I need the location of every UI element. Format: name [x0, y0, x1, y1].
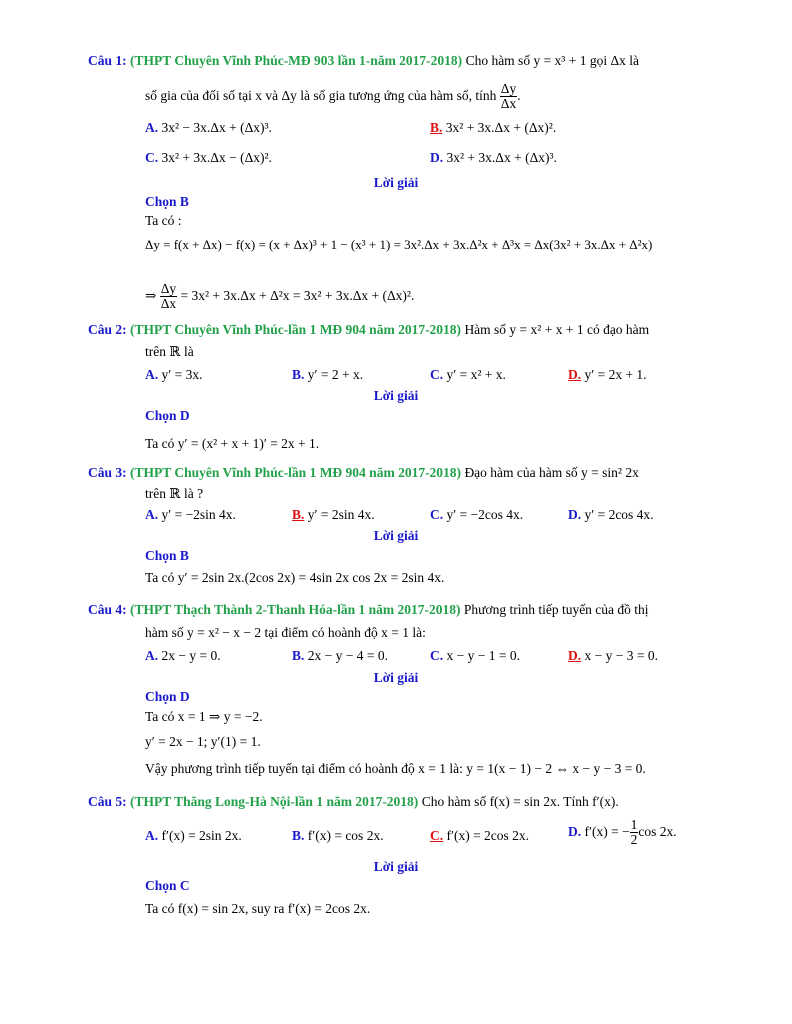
q3-option-d-label: D. [568, 507, 582, 522]
q1-frac-den: Δx [500, 96, 517, 112]
q5-option-d-prefix: f′(x) = − [584, 823, 630, 839]
q4-option-c[interactable] [430, 648, 520, 664]
q5-solution-heading: Lời giải [373, 859, 419, 874]
q4-stem-a: Phương trình tiếp tuyến của đồ thị [463, 602, 649, 617]
q3-work-line1: Ta có y′ = 2sin 2x.(2cos 2x) = 4sin 2x cos 2x = 2sin 4x. [145, 570, 445, 585]
q2-stem-a: Hàm số y = x² + x + 1 có đạo hàm [464, 322, 650, 337]
q5-work-line1: Ta có f(x) = sin 2x, suy ra f′(x) = 2cos 2x. [145, 901, 371, 916]
q4-option-a-label: A. [145, 648, 159, 663]
q1-stem-a: Cho hàm số y = x³ + 1 gọi Δx là [465, 53, 640, 68]
q1-work-line3-text: = 3x² + 3x.Δx + Δ²x = 3x² + 3x.Δx + (Δx)². [180, 287, 415, 303]
q1-option-d-label: D. [430, 150, 444, 165]
q2-option-d-text: y′ = 2x + 1. [584, 367, 647, 382]
q4-option-c-label: C. [430, 648, 444, 663]
q5-option-b-text: f′(x) = cos 2x. [307, 828, 384, 843]
q5-stem-line1 [88, 794, 619, 810]
q1-option-d[interactable] [430, 150, 557, 166]
q1-choice: Chọn B [145, 194, 189, 209]
q2-option-d[interactable] [568, 367, 647, 383]
q4-option-c-text: x − y − 1 = 0. [446, 648, 520, 663]
q1-stem-b: số gia của đối số tại x và Δy là số gia tương ứng của hàm số, tính [145, 87, 497, 103]
q1-option-b-text: 3x² + 3x.Δx + (Δx)². [445, 120, 557, 135]
q5-option-d-den: 2 [630, 832, 638, 848]
q2-option-a-label: A. [145, 367, 159, 382]
q5-choice: Chọn C [145, 878, 190, 893]
q3-option-b-text: y′ = 2sin 4x. [307, 507, 375, 522]
q2-option-d-label: D. [568, 367, 582, 382]
q4-option-a-text: 2x − y = 0. [161, 648, 221, 663]
q5-option-a-label: A. [145, 828, 159, 843]
q5-option-d[interactable] [568, 818, 677, 847]
q5-option-c[interactable] [430, 828, 529, 844]
q4-work-line3: Vậy phương trình tiếp tuyến tại điểm có hoành độ x = 1 là: y = 1(x − 1) − 2 ⇔ x − y − 3 = 0. [145, 761, 646, 776]
q3-stem-b: trên ℝ là ? [145, 486, 204, 501]
q3-option-a-label: A. [145, 507, 159, 522]
q2-option-b-label: B. [292, 367, 305, 382]
q2-stem-b: trên ℝ là [145, 344, 194, 359]
q5-option-d-num: 1 [630, 817, 638, 832]
q2-option-a-text: y′ = 3x. [161, 367, 203, 382]
q2-work-line1: Ta có y′ = (x² + x + 1)′ = 2x + 1. [145, 436, 320, 451]
q2-solution-heading: Lời giải [373, 388, 419, 403]
q3-choice: Chọn B [145, 548, 189, 563]
q1-source: (THPT Chuyên Vĩnh Phúc-MĐ 903 lần 1-năm 2017-2018) [130, 53, 463, 68]
q5-option-c-label: C. [430, 828, 444, 843]
q3-option-b-label: B. [292, 507, 305, 522]
q4-option-b-text: 2x − y − 4 = 0. [307, 648, 388, 663]
q1-stem-line2: số gia của đối số tại x và Δy là số gia tương ứng của hàm số, tính $\frac{\Delta y}{\Delta x}$ . [145, 81, 521, 112]
q4-choice: Chọn D [145, 689, 190, 704]
q1-frac-num: Δy [500, 81, 517, 96]
q5-option-d-suffix: cos 2x. [638, 823, 677, 839]
q5-source: (THPT Thăng Long-Hà Nội-lần 1 năm 2017-2018) [130, 794, 419, 809]
q1-option-a-label: A. [145, 120, 159, 135]
q4-source: (THPT Thạch Thành 2-Thanh Hóa-lần 1 năm 2017-2018) [130, 602, 461, 617]
q3-option-b[interactable] [292, 507, 375, 523]
q3-label: Câu 3: [88, 465, 127, 480]
q4-work-line1: Ta có x = 1 ⇒ y = −2. [145, 709, 263, 724]
q4-option-a[interactable] [145, 648, 221, 664]
q1-option-c-label: C. [145, 150, 159, 165]
q5-option-d-label: D. [568, 823, 582, 839]
q3-stem-a: Đạo hàm của hàm số y = sin² 2x [464, 465, 639, 480]
q1-frac2-den: Δx [160, 296, 177, 312]
q4-label: Câu 4: [88, 602, 127, 617]
q3-option-d-text: y′ = 2cos 4x. [584, 507, 654, 522]
q2-option-c-label: C. [430, 367, 444, 382]
q5-option-b-label: B. [292, 828, 305, 843]
q1-label: Câu 1: [88, 53, 127, 68]
q1-option-a-text: 3x² − 3x.Δx + (Δx)³. [161, 120, 272, 135]
q4-stem-b: hàm số y = x² − x − 2 tại điểm có hoành độ x = 1 là: [145, 625, 426, 640]
q5-option-a[interactable] [145, 828, 242, 844]
q2-option-a[interactable] [145, 367, 202, 383]
q5-option-c-text: f′(x) = 2cos 2x. [446, 828, 530, 843]
q1-work-line2: Δy = f(x + Δx) − f(x) = (x + Δx)³ + 1 − (x³ + 1) = 3x².Δx + 3x.Δ²x + Δ³x = Δx(3x² + 3x.Δx + Δ²x) [145, 237, 653, 252]
q1-work-line3 [145, 282, 414, 311]
q4-option-d-label: D. [568, 648, 582, 663]
q1-option-d-text: 3x² + 3x.Δx + (Δx)³. [446, 150, 557, 165]
q4-stem-line1 [88, 602, 649, 618]
q1-fraction-2 [160, 282, 177, 311]
q3-solution-heading: Lời giải [373, 528, 419, 543]
q5-stem-a: Cho hàm số f(x) = sin 2x. Tính f′(x). [421, 794, 619, 809]
q1-fraction [500, 82, 517, 111]
q1-solution-heading: Lời giải [373, 175, 419, 190]
q5-option-b[interactable] [292, 828, 384, 844]
q1-option-b[interactable] [430, 120, 556, 136]
q4-solution-heading: Lời giải [373, 670, 419, 685]
q2-stem-line1 [88, 322, 649, 338]
q3-stem-line1 [88, 465, 639, 481]
q2-option-b-text: y′ = 2 + x. [307, 367, 364, 382]
q5-label: Câu 5: [88, 794, 127, 809]
q3-option-a-text: y′ = −2sin 4x. [161, 507, 236, 522]
q3-option-c-text: y′ = −2cos 4x. [446, 507, 524, 522]
q2-option-c[interactable] [430, 367, 506, 383]
q4-option-d-text: x − y − 3 = 0. [584, 648, 658, 663]
q1-option-c-text: 3x² + 3x.Δx − (Δx)². [161, 150, 272, 165]
q1-option-a[interactable] [145, 120, 272, 136]
q4-option-d[interactable] [568, 648, 658, 664]
q3-option-a[interactable] [145, 507, 236, 523]
q1-frac2-num: Δy [160, 281, 177, 296]
q2-option-c-text: y′ = x² + x. [446, 367, 506, 382]
q4-option-b[interactable] [292, 648, 388, 664]
q1-implies: ⇒ [145, 287, 157, 303]
q4-option-b-label: B. [292, 648, 305, 663]
q1-option-b-label: B. [430, 120, 443, 135]
q1-work-line1: Ta có : [145, 213, 182, 228]
q1-stem-line1 [88, 53, 639, 69]
q3-option-c-label: C. [430, 507, 444, 522]
q3-option-d[interactable] [568, 507, 654, 523]
q2-label: Câu 2: [88, 322, 127, 337]
q4-work-line2: y′ = 2x − 1; y′(1) = 1. [145, 734, 261, 749]
q3-option-c[interactable] [430, 507, 523, 523]
q2-choice: Chọn D [145, 408, 190, 423]
q2-source: (THPT Chuyên Vĩnh Phúc-lần 1 MĐ 904 năm 2017-2018) [130, 322, 462, 337]
q5-option-a-text: f′(x) = 2sin 2x. [161, 828, 242, 843]
q1-option-c[interactable] [145, 150, 272, 166]
q3-source: (THPT Chuyên Vĩnh Phúc-lần 1 MĐ 904 năm 2017-2018) [130, 465, 462, 480]
q2-option-b[interactable] [292, 367, 363, 383]
